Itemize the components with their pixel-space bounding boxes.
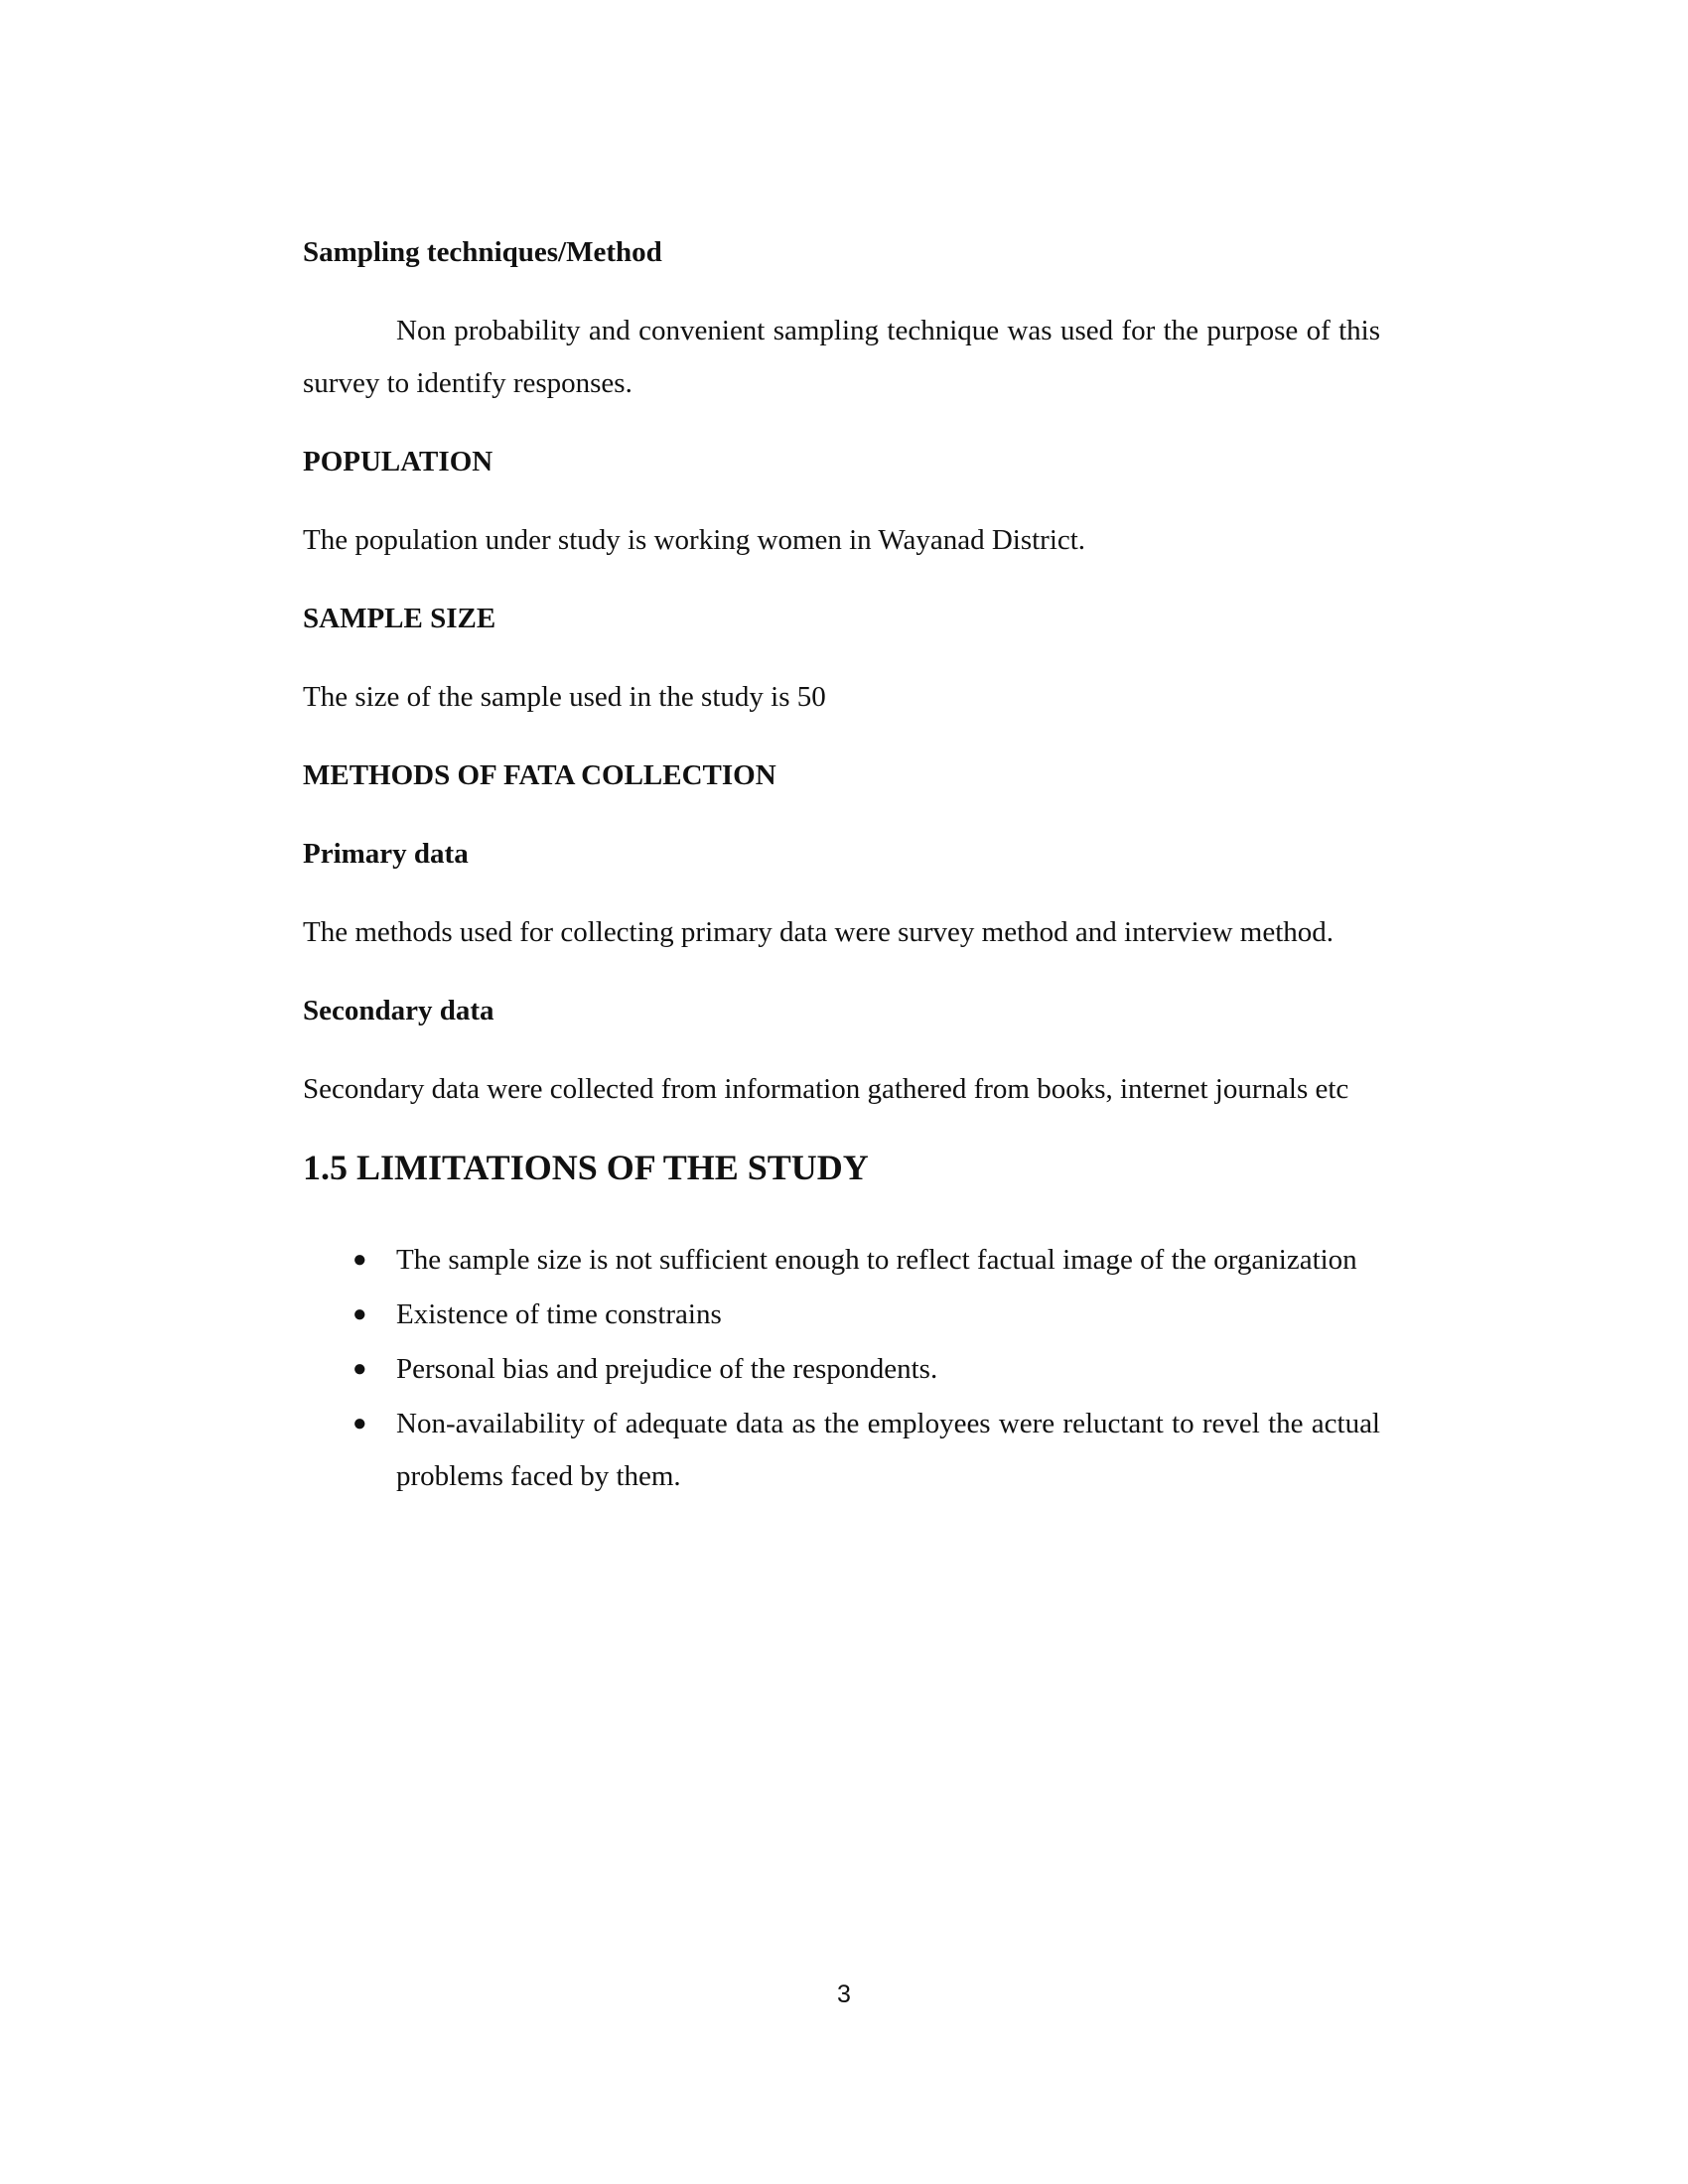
methods-heading: METHODS OF FATA COLLECTION: [303, 759, 776, 791]
sample-size-heading: SAMPLE SIZE: [303, 603, 496, 634]
primary-data-paragraph: The methods used for collecting primary data were survey method and interview method.: [303, 916, 1335, 948]
list-item-text: Existence of time constrains: [396, 1298, 722, 1330]
sampling-paragraph: Non probability and convenient sampling technique was used for the purpose of this survey to identify responses.: [303, 315, 1380, 399]
list-item-text: The sample size is not sufficient enough to reflect factual image of the organization: [396, 1244, 1357, 1276]
population-paragraph: The population under study is working women in Wayanad District.: [303, 524, 1086, 556]
bullet-icon: ●: [352, 1356, 367, 1382]
list-item-text: Non-availability of adequate data as the employees were reluctant to revel the actual problems faced by them.: [396, 1408, 1380, 1492]
limitations-list: [303, 1234, 1380, 1503]
bullet-icon: ●: [352, 1247, 367, 1273]
page-content: [303, 226, 1380, 1505]
list-item: [303, 1343, 1380, 1396]
bullet-icon: ●: [352, 1301, 367, 1327]
list-item: [303, 1289, 1380, 1341]
population-heading: POPULATION: [303, 446, 493, 478]
secondary-data-paragraph: Secondary data were collected from information gathered from books, internet journals etc: [303, 1073, 1349, 1105]
list-item-text: Personal bias and prejudice of the respondents.: [396, 1353, 938, 1385]
secondary-data-heading: Secondary data: [303, 995, 494, 1026]
list-item: [303, 1398, 1380, 1503]
bullet-icon: ●: [352, 1411, 367, 1436]
sampling-heading: Sampling techniques/Method: [303, 236, 662, 268]
sample-size-paragraph: The size of the sample used in the study is 50: [303, 681, 826, 713]
primary-data-heading: Primary data: [303, 838, 469, 870]
limitations-title: 1.5 LIMITATIONS OF THE STUDY: [303, 1148, 869, 1187]
page-number: 3: [837, 1980, 851, 2008]
list-item: [303, 1234, 1380, 1287]
